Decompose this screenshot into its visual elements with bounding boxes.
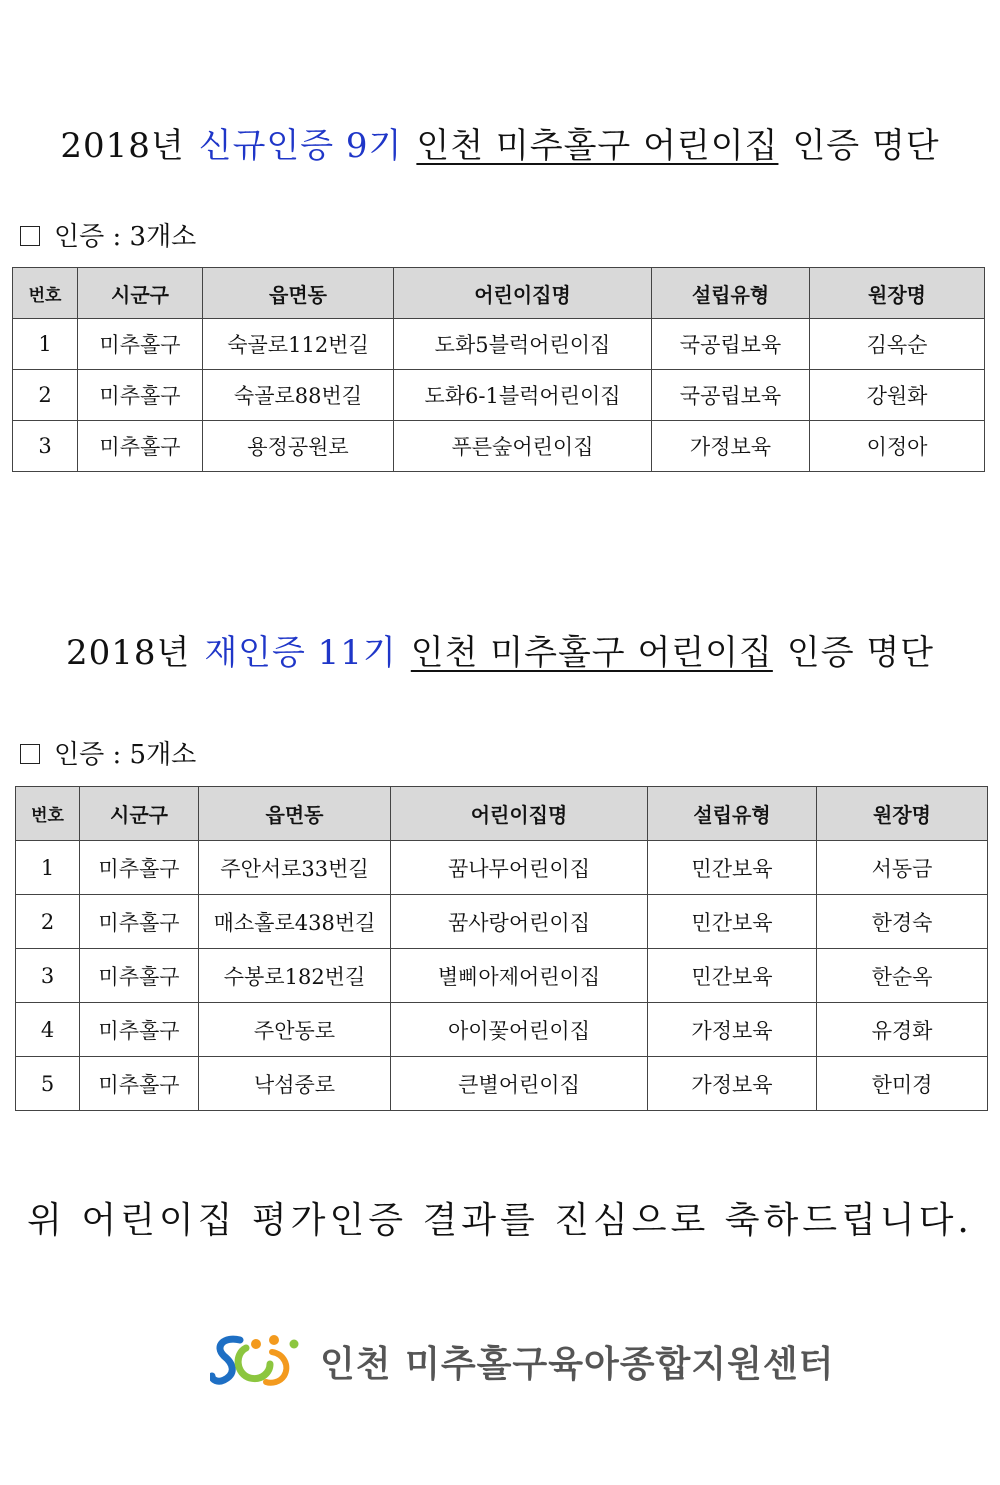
cell-district: 미추홀구	[78, 370, 203, 421]
table-row	[13, 421, 985, 472]
cell-district: 미추홀구	[78, 421, 203, 472]
table-row	[16, 841, 988, 895]
cell-type: 가정보육	[648, 1003, 817, 1057]
table-header-row	[16, 787, 988, 841]
table-row	[16, 895, 988, 949]
cell-center-name: 도화5블럭어린이집	[394, 319, 652, 370]
cell-district: 미추홀구	[80, 895, 199, 949]
cell-type: 민간보육	[648, 841, 817, 895]
section2-title-highlight: 재인증 11기	[204, 633, 397, 673]
cell-neighborhood: 낙섬중로	[199, 1057, 391, 1111]
cell-number: 2	[16, 895, 80, 949]
header-neighborhood: 읍면동	[199, 787, 391, 841]
section1-title-suffix: 인증 명단	[792, 126, 940, 166]
cell-director: 강원화	[810, 370, 985, 421]
cell-district: 미추홀구	[80, 1057, 199, 1111]
section2-title-place: 인천 미추홀구 어린이집	[410, 633, 773, 673]
cell-number: 5	[16, 1057, 80, 1111]
cell-type: 가정보육	[652, 421, 810, 472]
cell-type: 민간보육	[648, 949, 817, 1003]
cell-number: 4	[16, 1003, 80, 1057]
section1-title-year: 2018년	[60, 126, 185, 166]
cell-director: 김옥순	[810, 319, 985, 370]
section2-title	[0, 625, 1000, 674]
cell-center-name: 별삐아제어린이집	[391, 949, 648, 1003]
empty-square-icon	[20, 744, 40, 764]
header-district: 시군구	[78, 268, 203, 319]
cell-director: 한미경	[817, 1057, 988, 1111]
empty-square-icon	[20, 226, 40, 246]
section2-title-year: 2018년	[65, 633, 191, 673]
table-header-row	[13, 268, 985, 319]
cell-district: 미추홀구	[80, 1003, 199, 1057]
cell-neighborhood: 주안서로33번길	[199, 841, 391, 895]
cell-neighborhood: 수봉로182번길	[199, 949, 391, 1003]
cell-number: 1	[16, 841, 80, 895]
cell-neighborhood: 주안동로	[199, 1003, 391, 1057]
header-center-name: 어린이집명	[394, 268, 652, 319]
section1-count	[20, 216, 196, 253]
section1-table	[12, 267, 985, 472]
cell-number: 1	[13, 319, 78, 370]
cell-number: 3	[16, 949, 80, 1003]
cell-director: 한경숙	[817, 895, 988, 949]
cell-center-name: 꿈사랑어린이집	[391, 895, 648, 949]
section1-title	[0, 118, 1000, 167]
cell-director: 서동금	[817, 841, 988, 895]
section2-title-suffix: 인증 명단	[786, 633, 935, 673]
cell-director: 유경화	[817, 1003, 988, 1057]
section2-count	[20, 734, 196, 771]
organization-name: 인천 미추홀구육아종합지원센터	[320, 1343, 835, 1385]
cell-number: 3	[13, 421, 78, 472]
header-director: 원장명	[817, 787, 988, 841]
header-type: 설립유형	[652, 268, 810, 319]
header-director: 원장명	[810, 268, 985, 319]
cell-director: 한순옥	[817, 949, 988, 1003]
cell-type: 국공립보육	[652, 319, 810, 370]
childcare-center-logo-icon	[210, 1330, 310, 1392]
section1-count-label: 인증 : 3개소	[54, 222, 197, 252]
cell-number: 2	[13, 370, 78, 421]
section1-title-place: 인천 미추홀구 어린이집	[416, 126, 779, 166]
table-row	[13, 319, 985, 370]
cell-center-name: 아이꽃어린이집	[391, 1003, 648, 1057]
cell-district: 미추홀구	[80, 949, 199, 1003]
cell-neighborhood: 매소홀로438번길	[199, 895, 391, 949]
cell-neighborhood: 숙골로88번길	[203, 370, 394, 421]
table-row	[16, 949, 988, 1003]
cell-center-name: 큰별어린이집	[391, 1057, 648, 1111]
header-number: 번호	[16, 787, 80, 841]
table-row	[13, 370, 985, 421]
closing-message: 위 어린이집 평가인증 결과를 진심으로 축하드립니다.	[27, 1200, 973, 1241]
header-type: 설립유형	[648, 787, 817, 841]
cell-district: 미추홀구	[78, 319, 203, 370]
cell-center-name: 도화6-1블럭어린이집	[394, 370, 652, 421]
header-neighborhood: 읍면동	[203, 268, 394, 319]
cell-center-name: 꿈나무어린이집	[391, 841, 648, 895]
cell-neighborhood: 숙골로112번길	[203, 319, 394, 370]
section2-count-label: 인증 : 5개소	[54, 740, 197, 770]
cell-neighborhood: 용정공원로	[203, 421, 394, 472]
table-row	[16, 1003, 988, 1057]
section1-title-highlight: 신규인증 9기	[198, 126, 403, 166]
organization-logo	[210, 1330, 834, 1392]
cell-district: 미추홀구	[80, 841, 199, 895]
header-center-name: 어린이집명	[391, 787, 648, 841]
cell-type: 국공립보육	[652, 370, 810, 421]
header-district: 시군구	[80, 787, 199, 841]
section2-table	[15, 786, 988, 1111]
cell-director: 이정아	[810, 421, 985, 472]
header-number: 번호	[13, 268, 78, 319]
table-row	[16, 1057, 988, 1111]
cell-type: 가정보육	[648, 1057, 817, 1111]
cell-center-name: 푸른숲어린이집	[394, 421, 652, 472]
cell-type: 민간보육	[648, 895, 817, 949]
